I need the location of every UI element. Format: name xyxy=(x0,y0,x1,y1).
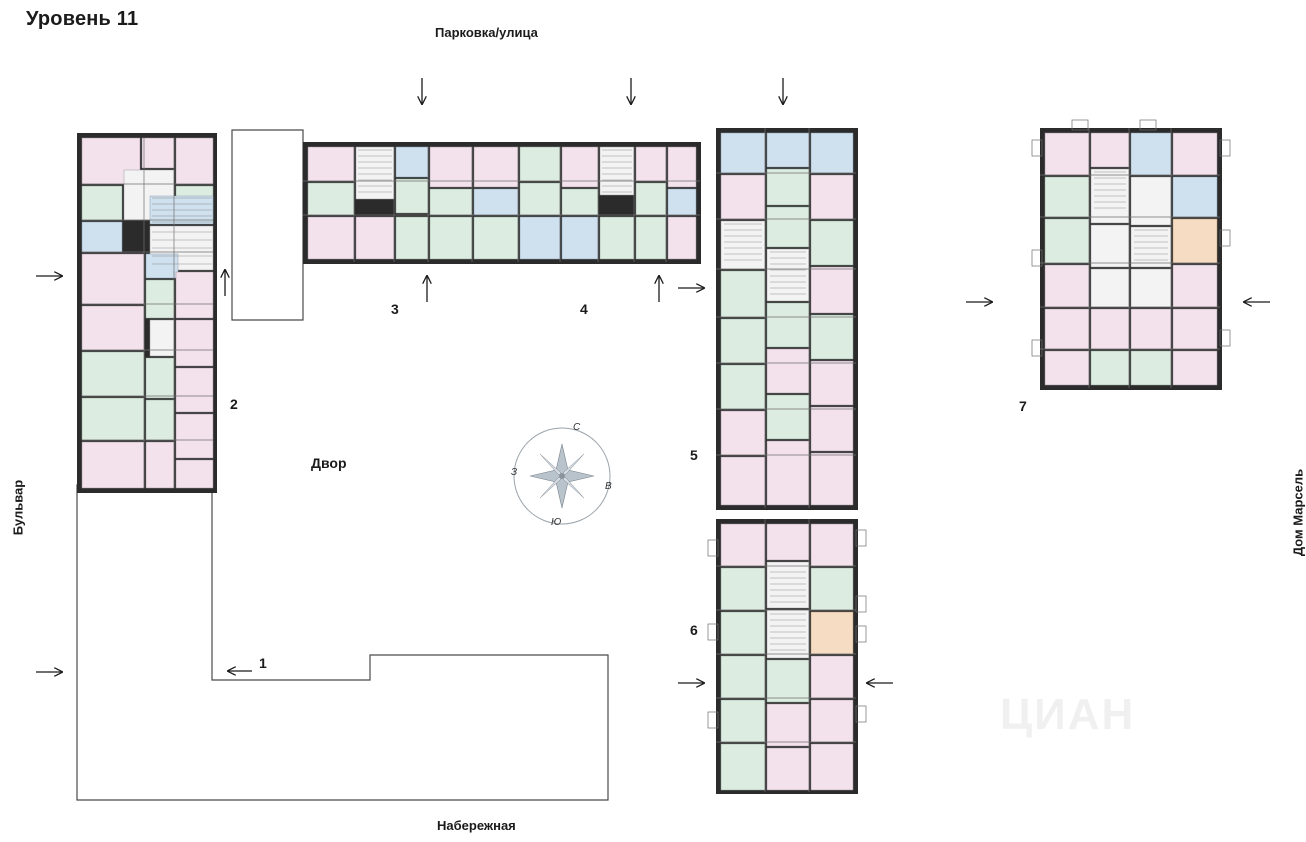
building-number-1[interactable]: 1 xyxy=(259,655,267,671)
building-2 xyxy=(77,133,217,493)
building-number-6[interactable]: 6 xyxy=(690,622,698,638)
compass-labels xyxy=(511,422,613,528)
compass-south-label: Ю xyxy=(551,517,562,528)
label-embankment: Набережная xyxy=(437,818,516,833)
building-number-3[interactable]: 3 xyxy=(391,301,399,317)
building-number-4[interactable]: 4 xyxy=(580,301,588,317)
compass-north-label: С xyxy=(573,422,581,433)
compass-west-label: З xyxy=(511,467,518,478)
watermark: ЦИАН xyxy=(1000,690,1136,739)
building-number-2[interactable]: 2 xyxy=(230,396,238,412)
compass-east-label: В xyxy=(605,481,612,492)
label-courtyard: Двор xyxy=(311,455,347,471)
label-dom-marsel: Дом Марсель xyxy=(1290,468,1306,557)
building-5 xyxy=(716,128,858,510)
building-7 xyxy=(1032,120,1230,390)
building-number-7[interactable]: 7 xyxy=(1019,398,1027,414)
label-parking-street: Парковка/улица xyxy=(435,25,538,40)
building-3-4 xyxy=(303,142,701,264)
building-6 xyxy=(708,519,866,794)
page-title: Уровень 11 xyxy=(26,8,139,30)
label-boulevard: Бульвар xyxy=(10,479,26,536)
building-number-5[interactable]: 5 xyxy=(690,447,698,463)
